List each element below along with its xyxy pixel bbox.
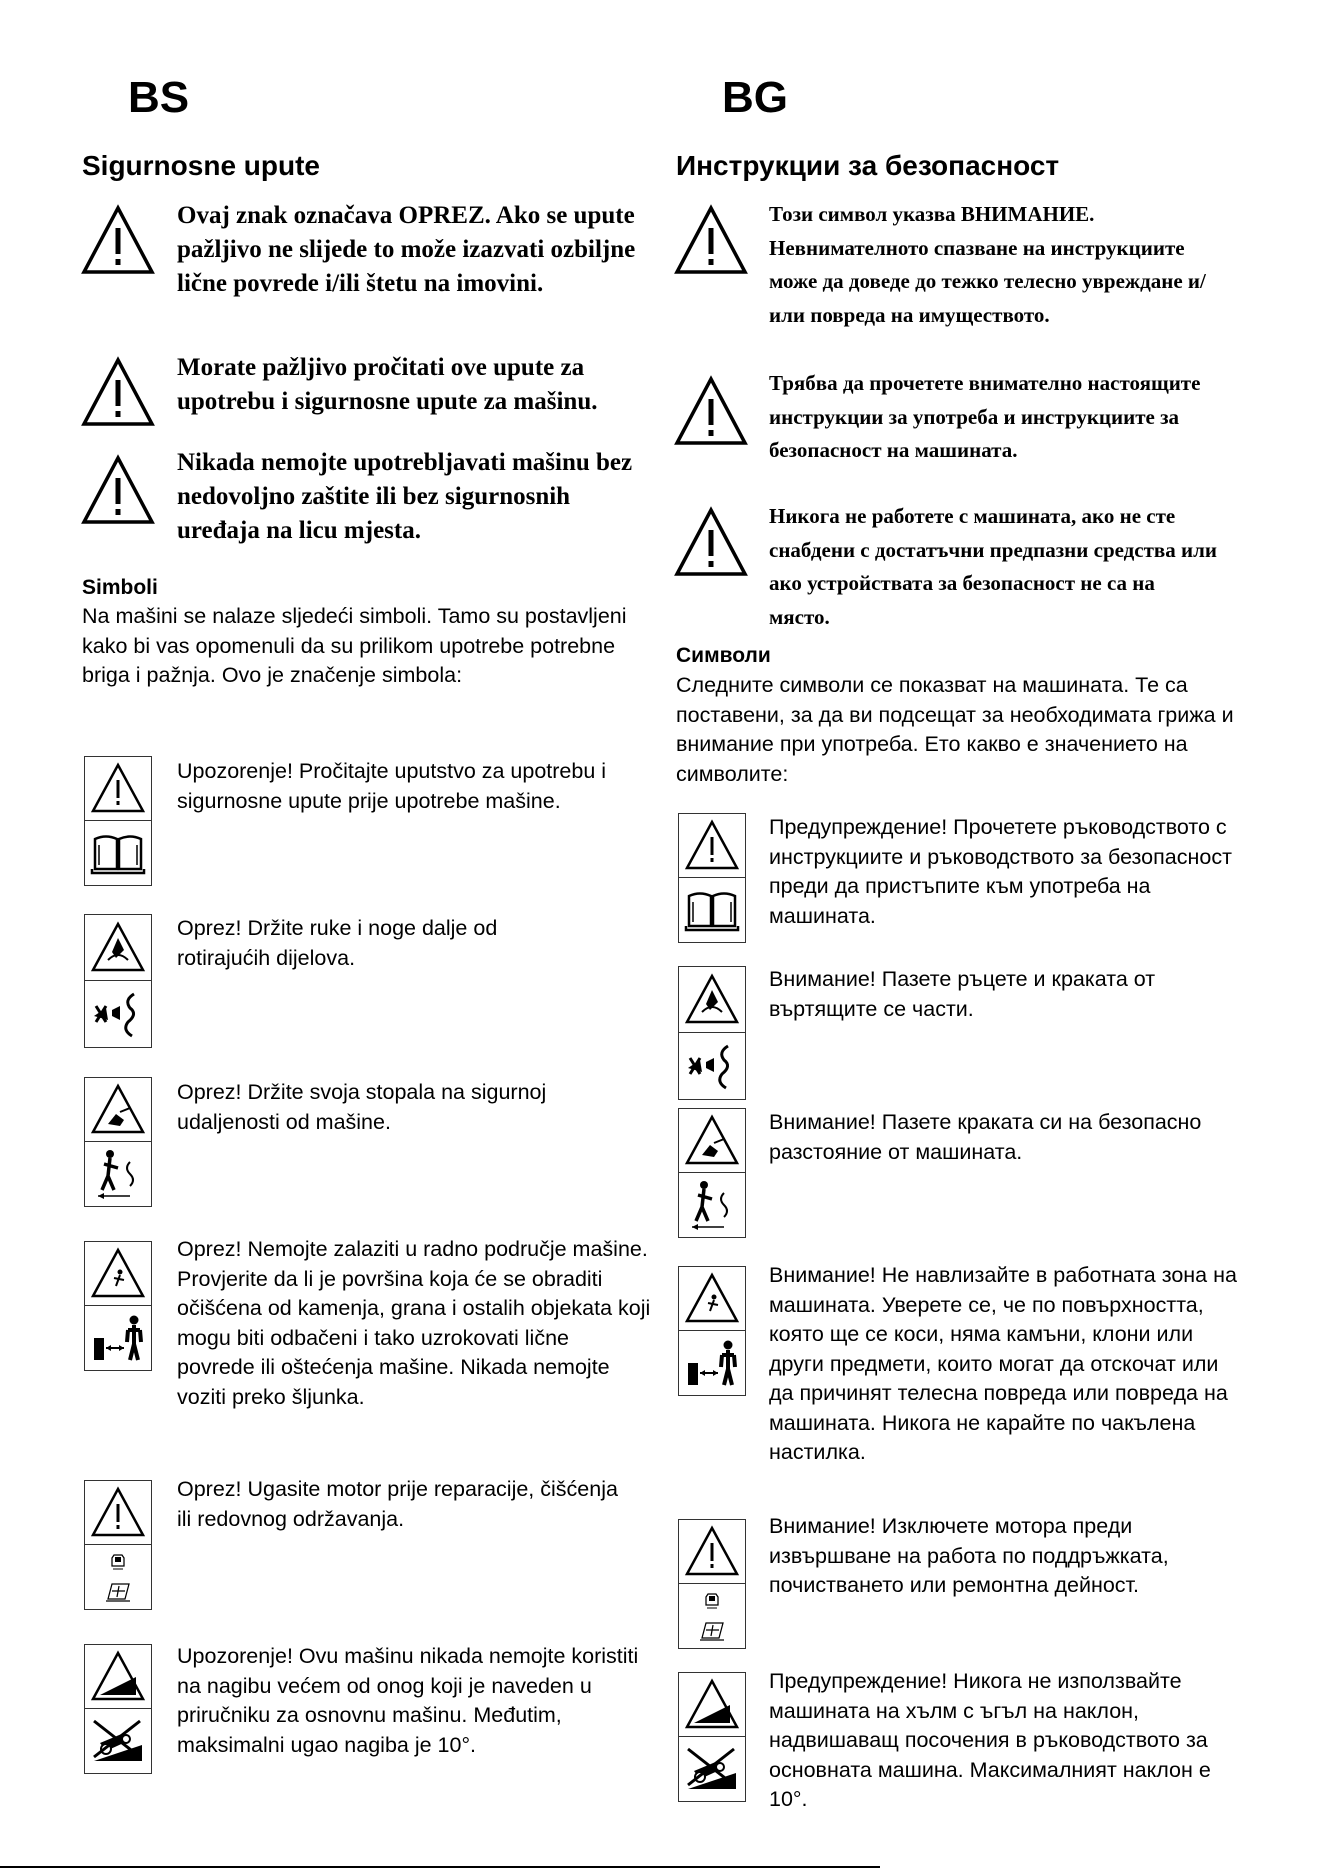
- symbols-intro-bg: Следните символи се показват на машината. Те са поставени, за да ви подсещат за необходимата грижа и внимание при употреба. Ето какво е значението на символите:: [676, 673, 1234, 786]
- keep-distance-icon: [90, 1146, 146, 1202]
- symbol-text-bg-1: Предупреждение! Прочетете ръководството с инструкциите и ръководството за безопасност преди да пристъпите към употреба на машината.: [769, 815, 1232, 928]
- symbol-stack-engine-off: [84, 1480, 152, 1610]
- warning-triangle-icon: [80, 454, 156, 526]
- symbol-stack-rotating-parts: [678, 966, 746, 1100]
- symbol-text-bg-4: Внимание! Не навлизайте в работната зона на машината. Уверете се, че по повърхността, която ще се коси, няма камъни, клони или други предмети, които могат да отскочат или да причинят телесна повреда или повреда на машината. Никога не карайте по чакълена настилка.: [769, 1263, 1237, 1464]
- symbol-text-bs-6: Upozorenje! Ovu mašinu nikada nemojte koristiti na nagibu većem od onog koji je naveden u priručniku za osnovnu mašinu. Međutim, maksimalni ugao nagiba je 10°.: [177, 1644, 639, 1757]
- thrown-objects-icon: [684, 1271, 740, 1327]
- warning-text-bs-2: Morate pažljivo pročitati ove upute za upotrebu i sigurnosne upute za mašinu.: [177, 354, 598, 415]
- warning-text-bg-3: Никога не работете с машината, ако не сте снабдени с достатъчни предпазни средства или ако устройствата за безопасност не са на място.: [769, 504, 1217, 629]
- symbol-text-bs-2: Oprez! Držite ruke i noge dalje od rotirajućih dijelova.: [177, 916, 498, 970]
- symbol-stack-keep-feet-away: [678, 1108, 746, 1238]
- warning-triangle-icon: [80, 204, 156, 276]
- manual-book-icon: [684, 882, 740, 938]
- hand-blade-icon: [684, 1038, 740, 1094]
- bystander-distance-icon: [90, 1310, 146, 1366]
- symbol-stack-working-area: [678, 1266, 746, 1396]
- footer-rule: [0, 1866, 880, 1868]
- symbol-text-bg-3: Внимание! Пазете краката си на безопасно разстояние от машината.: [769, 1110, 1202, 1164]
- symbols-heading-bg: Символи: [676, 644, 771, 667]
- symbol-text-bg-6: Предупреждение! Никога не използвайте машината на хълм с ъгъл на наклон, надвишаващ посочения в ръководството за основната машина. Максималният наклон е 10°.: [769, 1669, 1211, 1811]
- foot-blade-icon: [684, 1113, 740, 1169]
- section-title-bg: Инструкции за безопасност: [676, 150, 1060, 181]
- warning-text-bs-3: Nikada nemojte upotrebljavati mašinu bez nedovoljno zaštite ili bez sigurnosnih uređaja na licu mjesta.: [177, 449, 633, 544]
- bystander-distance-icon: [684, 1335, 740, 1391]
- warning-triangle-icon: [673, 375, 749, 447]
- symbol-text-bg-5: Внимание! Изключете мотора преди извършване на работа по поддръжката, почистването или ремонтна дейност.: [769, 1514, 1169, 1597]
- maintenance-manual-icon: [684, 1616, 740, 1644]
- warning-triangle-icon: [684, 1524, 740, 1580]
- warning-triangle-icon: [90, 761, 146, 817]
- symbol-stack-keep-feet-away: [84, 1077, 152, 1207]
- warning-triangle-icon: [684, 818, 740, 874]
- manual-book-icon: [90, 825, 146, 881]
- symbol-stack-rotating-parts: [84, 914, 152, 1048]
- engine-off-icon: [684, 1588, 740, 1616]
- symbol-text-bg-2: Внимание! Пазете ръцете и краката от въртящите се части.: [769, 967, 1156, 1021]
- rotating-parts-icon: [90, 920, 146, 976]
- warning-text-bg-2: Трябва да прочетете внимателно настоящите инструкции за употреба и инструкциите за безопасност на машината.: [769, 371, 1201, 462]
- symbol-text-bs-3: Oprez! Držite svoja stopala na sigurnoj udaljenosti od mašine.: [177, 1080, 547, 1134]
- symbols-heading-bs: Simboli: [82, 576, 158, 599]
- tractor-tip-icon: [684, 1741, 740, 1797]
- symbol-text-bs-4: Oprez! Nemojte zalaziti u radno područje mašine. Provjerite da li je površina koja će se obraditi očišćena od kamenja, grana i ostalih objekata koji mogu biti odbačeni i tako uzrokovati lične povrede ili oštećenja mašine. Nikada nemojte voziti preko šljunka.: [177, 1237, 651, 1409]
- symbol-stack-working-area: [84, 1241, 152, 1371]
- symbol-stack-slope: [678, 1672, 746, 1802]
- warning-triangle-icon: [673, 506, 749, 578]
- warning-triangle-icon: [80, 356, 156, 428]
- thrown-objects-icon: [90, 1246, 146, 1302]
- symbol-stack-slope: [84, 1644, 152, 1774]
- warning-triangle-icon: [673, 204, 749, 276]
- symbol-stack-engine-off: [678, 1519, 746, 1649]
- engine-off-icon: [90, 1549, 146, 1577]
- slope-icon: [90, 1649, 146, 1705]
- tractor-tip-icon: [90, 1713, 146, 1769]
- warning-text-bs-1: Ovaj znak označava OPREZ. Ako se upute pažljivo ne slijede to može izazvati ozbiljne lične povrede i/ili štetu na imovini.: [177, 202, 636, 297]
- symbol-stack-read-manual: [84, 756, 152, 886]
- lang-label-bs: BS: [128, 73, 190, 122]
- hand-blade-icon: [90, 986, 146, 1042]
- rotating-parts-icon: [684, 972, 740, 1028]
- symbols-intro-bs: Na mašini se nalaze sljedeći simboli. Tamo su postavljeni kako bi vas opomenuli da su prilikom upotrebe potrebne briga i pažnja. Ovo je značenje simbola:: [82, 604, 627, 687]
- maintenance-manual-icon: [90, 1577, 146, 1605]
- section-title-bs: Sigurnosne upute: [82, 150, 320, 181]
- symbol-stack-read-manual: [678, 813, 746, 943]
- symbol-text-bs-1: Upozorenje! Pročitajte uputstvo za upotrebu i sigurnosne upute prije upotrebe mašine.: [177, 759, 607, 813]
- warning-text-bg-1: Този символ указва ВНИМАНИЕ. Невнимателното спазване на инструкциите може да доведе до тежко телесно увреждане и/или повреда на имуществото.: [769, 202, 1206, 327]
- keep-distance-icon: [684, 1177, 740, 1233]
- warning-triangle-icon: [90, 1485, 146, 1541]
- symbol-text-bs-5: Oprez! Ugasite motor prije reparacije, čišćenja ili redovnog održavanja.: [177, 1477, 618, 1531]
- slope-icon: [684, 1677, 740, 1733]
- foot-blade-icon: [90, 1082, 146, 1138]
- lang-label-bg: BG: [722, 73, 788, 122]
